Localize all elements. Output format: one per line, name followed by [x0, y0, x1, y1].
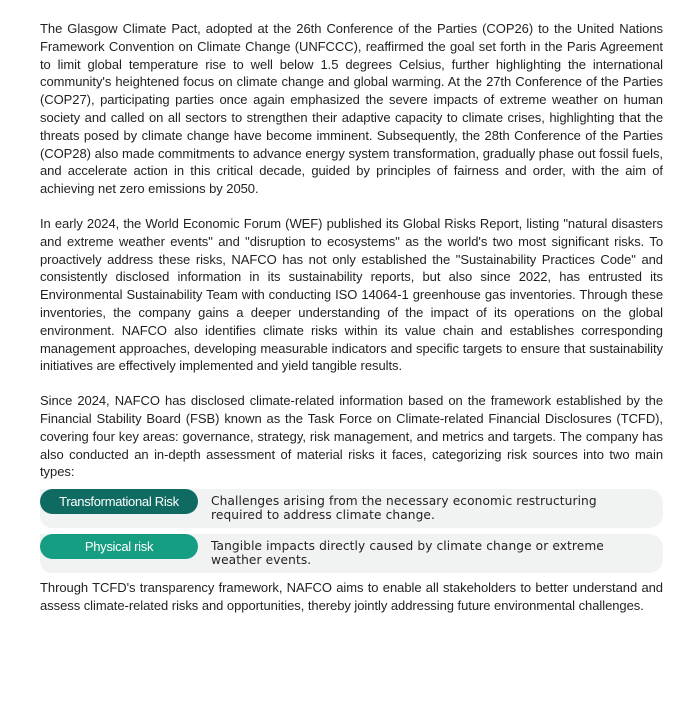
risk-description: Tangible impacts directly caused by climate change or extreme weather events.: [211, 539, 604, 568]
document-page: [40, 20, 663, 615]
paragraph-climate-conferences: The Glasgow Climate Pact, adopted at the 26th Conference of the Parties (COP26) to the United Nations Framework Convention on Climate Change (UNFCCC), reaffirmed the goal set forth in the Paris Agreement to limit global temperature rise to well below 1.5 degrees Celsius, further highlighting the international community's heightened focus on climate change and global warming. At the 27th Conference of the Parties (COP27), participating parties once again emphasized the severe impacts of extreme weather on human society and called on all sectors to strengthen their adaptive capacity to climate crises, highlighting that the threats posed by climate change have become imminent. Subsequently, the 28th Conference of the Parties (COP28) also made commitments to advance energy system transformation, gradually phase out fossil fuels, and accelerate action in this critical decade, guided by principles of fairness and order, with the aim of achieving net zero emissions by 2050.: [40, 21, 663, 197]
paragraph-tcfd-disclosure: Since 2024, NAFCO has disclosed climate-related information based on the framework established by the Financial Stability Board (FSB) known as the Task Force on Climate-related Financial Disclosures (TCFD), covering four key areas: governance, strategy, risk management, and metrics and targets. The company has also conducted an in-depth assessment of material risks it faces, categorizing risk sources into two main types:: [40, 393, 663, 480]
risk-types-list: [40, 489, 663, 573]
risk-row-physical: [40, 534, 663, 573]
risk-description: Challenges arising from the necessary economic restructuring required to address climate change.: [211, 494, 597, 523]
paragraph-global-risks: In early 2024, the World Economic Forum (WEF) published its Global Risks Report, listing "natural disasters and extreme weather events" and "disruption to ecosystems" as the world's two most significant risks. To proactively address these risks, NAFCO has not only established the "Sustainability Practices Code" and consistently disclosed information in its sustainability reports, but also since 2022, has entrusted its Environmental Sustainability Team with conducting ISO 14064-1 greenhouse gas inventories. Through these inventories, the company gains a deeper understanding of the impact of its operations on the global environment. NAFCO also identifies climate risks within its value chain and establishes corresponding management approaches, developing measurable indicators and specific targets to ensure that sustainability initiatives are effectively implemented and yield tangible results.: [40, 215, 663, 374]
risk-label-badge: Physical risk: [40, 534, 198, 559]
paragraph-conclusion: Through TCFD's transparency framework, NAFCO aims to enable all stakeholders to better understand and assess climate-related risks and opportunities, thereby jointly addressing future environmental challenges.: [40, 580, 663, 613]
risk-row-transformational: [40, 489, 663, 528]
risk-label-badge: Transformational Risk: [40, 489, 198, 514]
